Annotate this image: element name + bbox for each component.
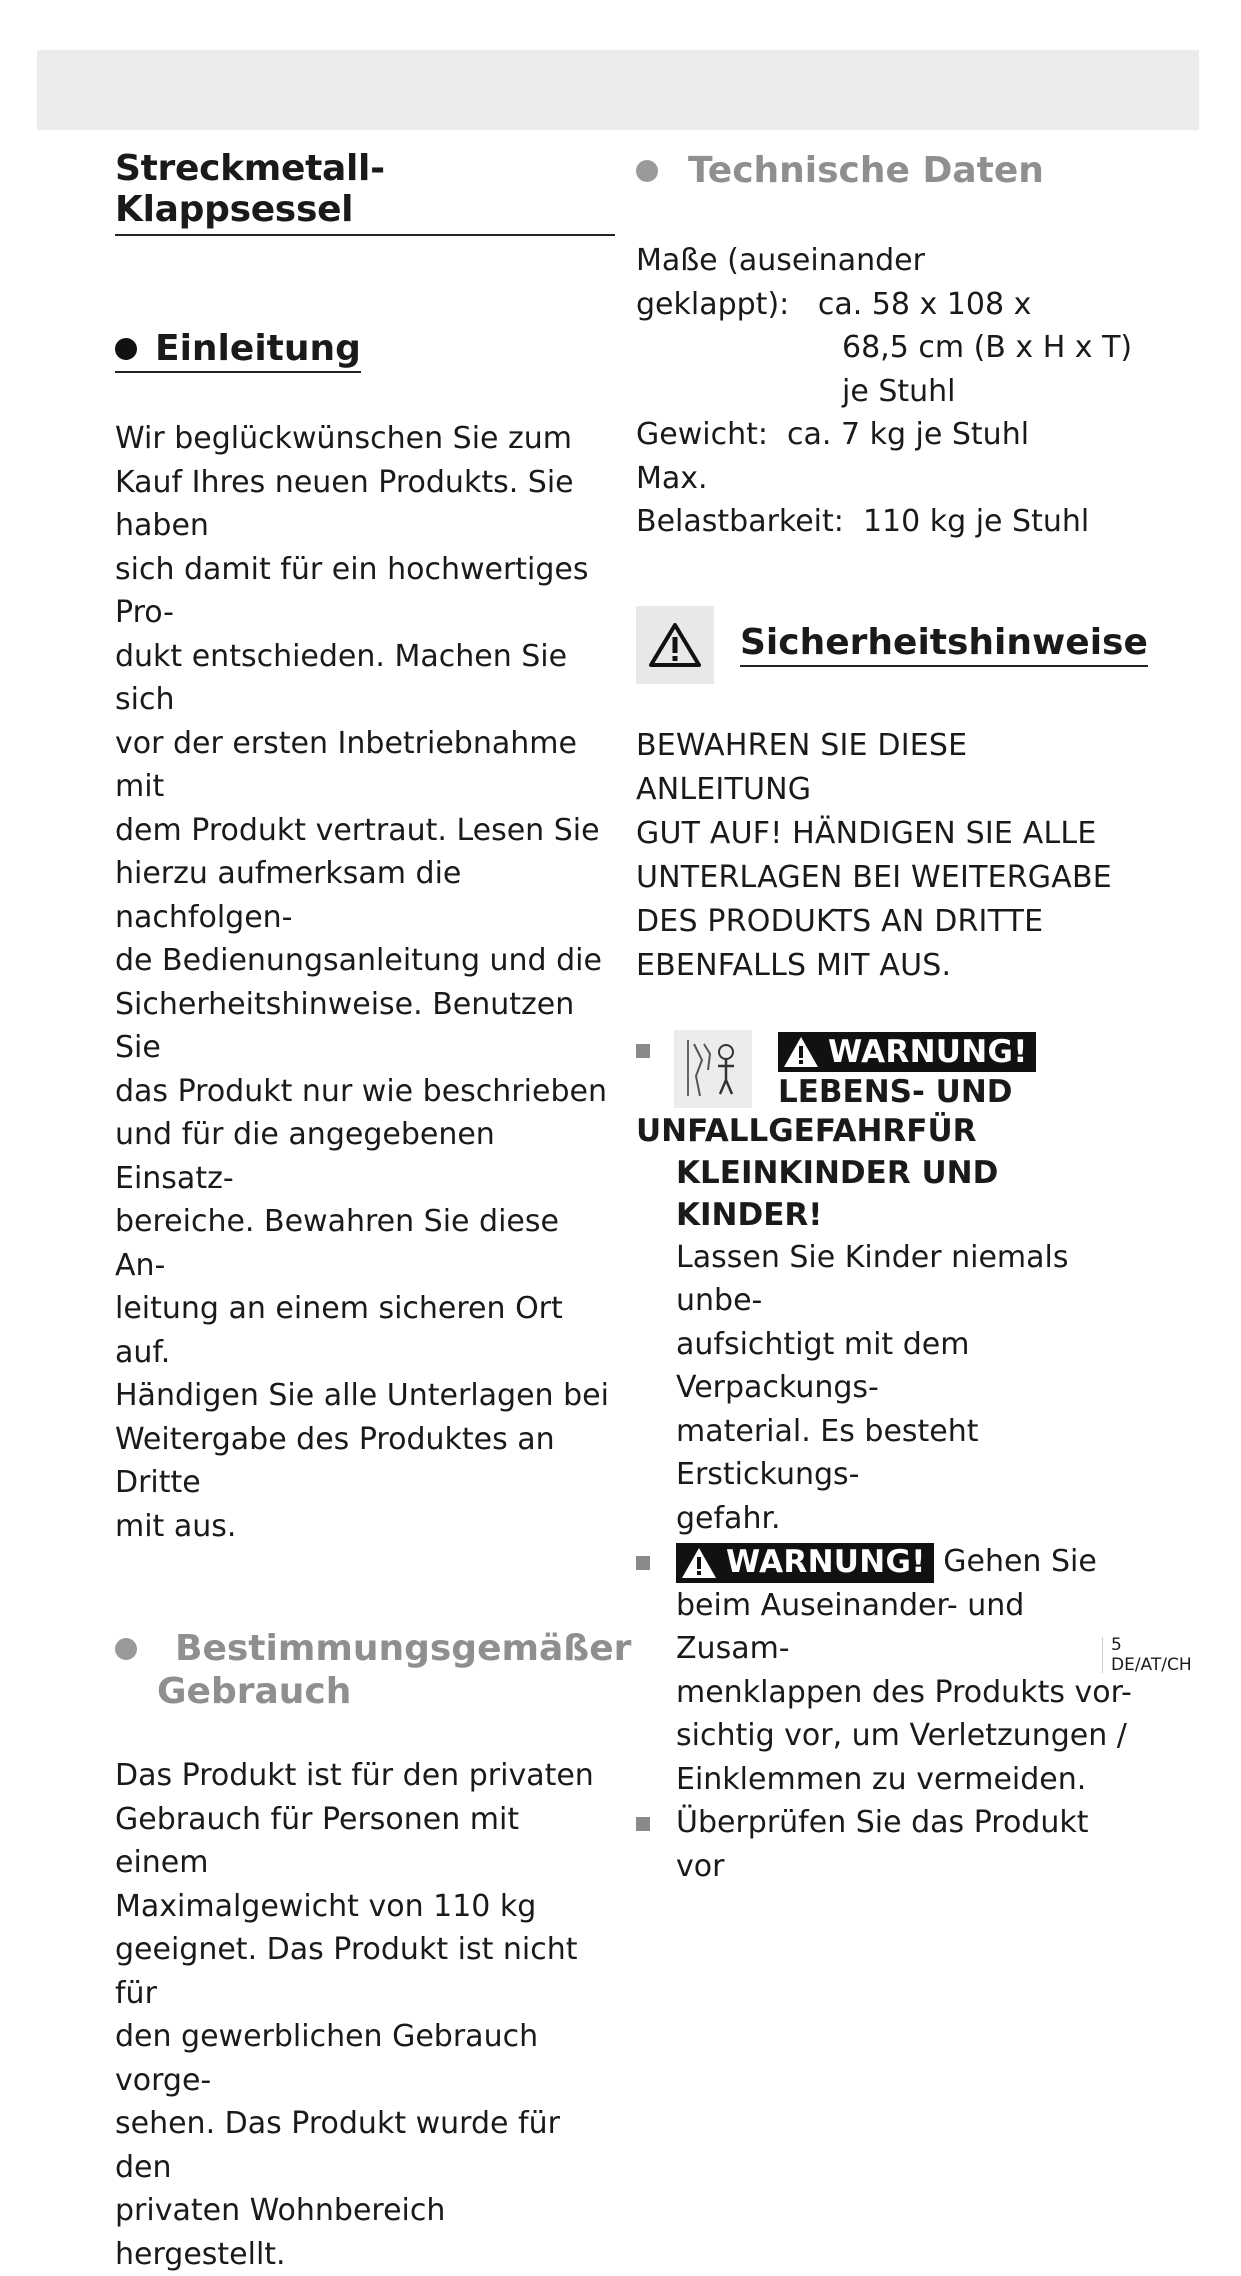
right-column: [636, 140, 1148, 1888]
warning-list: WARNUNG! LEBENS- UND UNFALLGEFAHRFÜR KLEINKINDER UND KINDER! Lassen Sie Kinder niemals unbe- aufsichtigt mit dem Verpackungs- material. Es besteht Erstickungs- gefahr. WARNUNG! Gehen Sie beim Auseinander- und Zusam- menklappen des Produkts vor- sichtig vor, um Verletzungen / Einklemmen zu vermeiden. Überprüfen Sie das Produkt vor: [636, 1030, 1136, 1889]
list-bullet-icon: [636, 1817, 650, 1831]
left-column: [115, 140, 632, 2276]
bullet-icon: [115, 1638, 137, 1660]
sicherheitshinweise-heading: Sicherheitshinweise: [636, 606, 1136, 684]
bullet-icon: [636, 160, 658, 182]
check-product-item: Überprüfen Sie das Produkt vor: [636, 1801, 1136, 1888]
intro-paragraph: Wir beglückwünschen Sie zum Kauf Ihres neuen Produkts. Sie haben sich damit für ein hochwertiges Pro- dukt entschieden. Machen Sie sich vor der ersten Inbetriebnahme mit dem Produkt vertraut. Lesen Sie hierzu aufmerksam die nachfolgen- de Bedienungsanleitung und die Sicherheitshinweise. Benutzen Sie das Produkt nur wie beschrieben und für die angegebenen Einsatz- bereiche. Bewahren Sie diese An- leitung an einem sicheren Ort auf. Händigen Sie alle Unterlagen bei Weitergabe des Produktes an Dritte mit aus.: [115, 421, 609, 1544]
warning-children-text: Lassen Sie Kinder niemals unbe- aufsichtigt mit dem Verpackungs- material. Es besteht Erstickungs- gefahr.: [676, 1239, 1069, 1536]
einleitung-heading: Einleitung: [115, 328, 361, 373]
warning-badge: WARNUNG!: [676, 1543, 934, 1583]
warning-triangle-icon: [782, 1035, 820, 1069]
document-title: Streckmetall-Klappsessel: [115, 148, 615, 236]
technical-data: Maße (auseinander geklappt): ca. 58 x 108 x 68,5 cm (B x H x T) je Stuhl Gewicht: ca. 7 kg je Stuhl Max. Belastbarkeit: 110 kg je Stuhl: [636, 243, 1133, 539]
warning-badge: WARNUNG!: [778, 1032, 1036, 1072]
warning-triangle-icon: [680, 1546, 718, 1580]
warning-item-children: WARNUNG! LEBENS- UND: [636, 1030, 1136, 1110]
child-danger-icon: [674, 1030, 752, 1108]
header-band: [37, 50, 1199, 130]
bestimmung-heading: Bestimmungsgemäßer Gebrauch: [115, 1628, 615, 1712]
list-bullet-icon: [636, 1556, 650, 1570]
technische-daten-heading: Technische Daten: [636, 150, 1136, 191]
warning-triangle-icon: [636, 606, 714, 684]
list-bullet-icon: [636, 1044, 650, 1058]
bestimmung-paragraph: Das Produkt ist für den privaten Gebrauch für Personen mit einem Maximalgewicht von 110 kg geeignet. Das Produkt ist nicht für den gewerblichen Gebrauch vorge- sehen. Das Produkt wurde für den privaten Wohnbereich hergestellt.: [115, 1758, 594, 2272]
warning-item-folding: WARNUNG! Gehen Sie beim Auseinander- und Zusam- menklappen des Produkts vor- sichtig vor, um Verletzungen / Einklemmen zu vermeiden.: [636, 1540, 1136, 1801]
page-footer: 5 DE/AT/CH: [1102, 1637, 1200, 1673]
bullet-icon: [115, 338, 137, 360]
keep-instructions-notice: BEWAHREN SIE DIESE ANLEITUNG GUT AUF! HÄNDIGEN SIE ALLE UNTERLAGEN BEI WEITERGABE DES PRODUKTS AN DRITTE EBENFALLS MIT AUS.: [636, 727, 1112, 983]
